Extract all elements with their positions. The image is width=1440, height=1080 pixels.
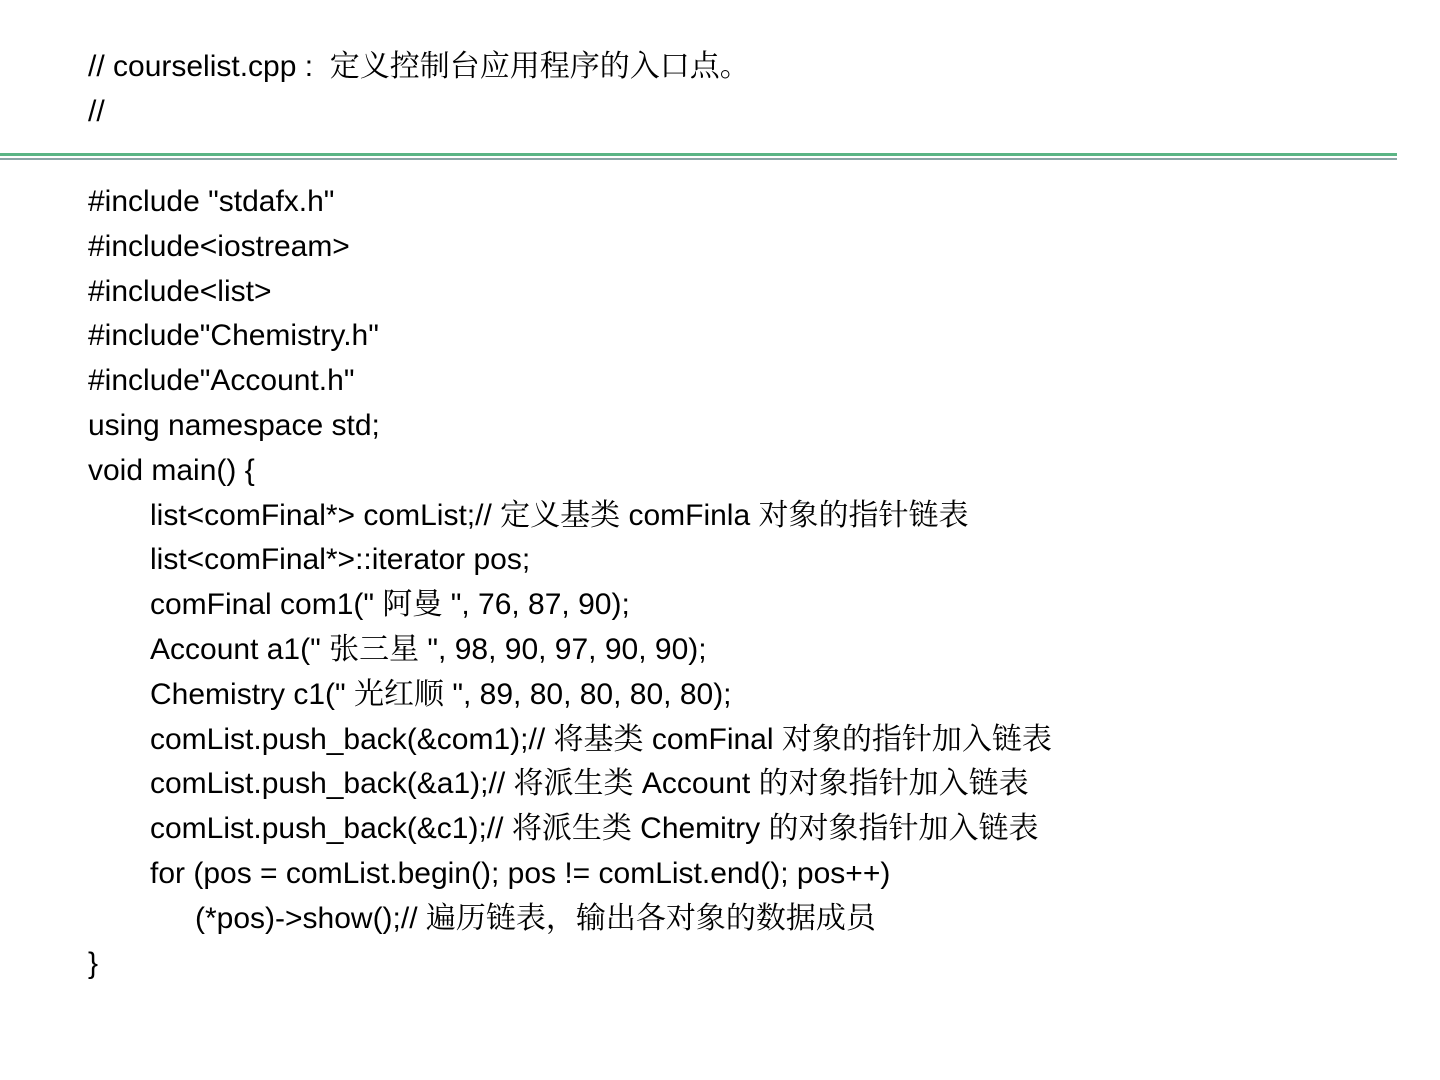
code-line: list<comFinal*> comList;// 定义基类 comFinla 对象的指针链表 — [150, 498, 969, 532]
code-line: comList.push_back(&com1);// 将基类 comFinal 对象的指针加入链表 — [150, 722, 1052, 756]
header-divider-primary — [0, 153, 1397, 156]
header-comment-line: // courselist.cpp : 定义控制台应用程序的入口点。 — [88, 50, 750, 83]
code-line: #include"Chemistry.h" — [88, 319, 379, 353]
code-line: using namespace std; — [88, 408, 380, 442]
code-line: #include<list> — [88, 274, 272, 308]
code-line: #include "stdafx.h" — [88, 185, 335, 218]
header-comment-line: // — [88, 94, 105, 128]
code-line: #include<iostream> — [88, 229, 350, 263]
file-header-comment — [88, 45, 750, 135]
code-line: comFinal com1(" 阿曼 ", 76, 87, 90); — [150, 588, 630, 622]
code-line: Chemistry c1(" 光红顺 ", 89, 80, 80, 80, 80); — [150, 677, 732, 711]
code-block — [88, 180, 1052, 986]
code-line: #include"Account.h" — [88, 364, 355, 398]
code-line: void main() { — [88, 453, 255, 487]
code-line: for (pos = comList.begin(); pos != comList.end(); pos++) — [150, 856, 891, 890]
code-line: list<comFinal*>::iterator pos; — [150, 543, 531, 577]
code-line: } — [88, 946, 99, 980]
code-line: (*pos)->show();// 遍历链表，输出各对象的数据成员 — [195, 901, 876, 935]
code-line: comList.push_back(&a1);// 将派生类 Account 的对象指针加入链表 — [150, 767, 1029, 801]
code-line: Account a1(" 张三星 ", 98, 90, 97, 90, 90); — [150, 632, 707, 666]
header-divider-secondary — [0, 158, 1397, 160]
code-line: comList.push_back(&c1);// 将派生类 Chemitry 的对象指针加入链表 — [150, 812, 1039, 846]
